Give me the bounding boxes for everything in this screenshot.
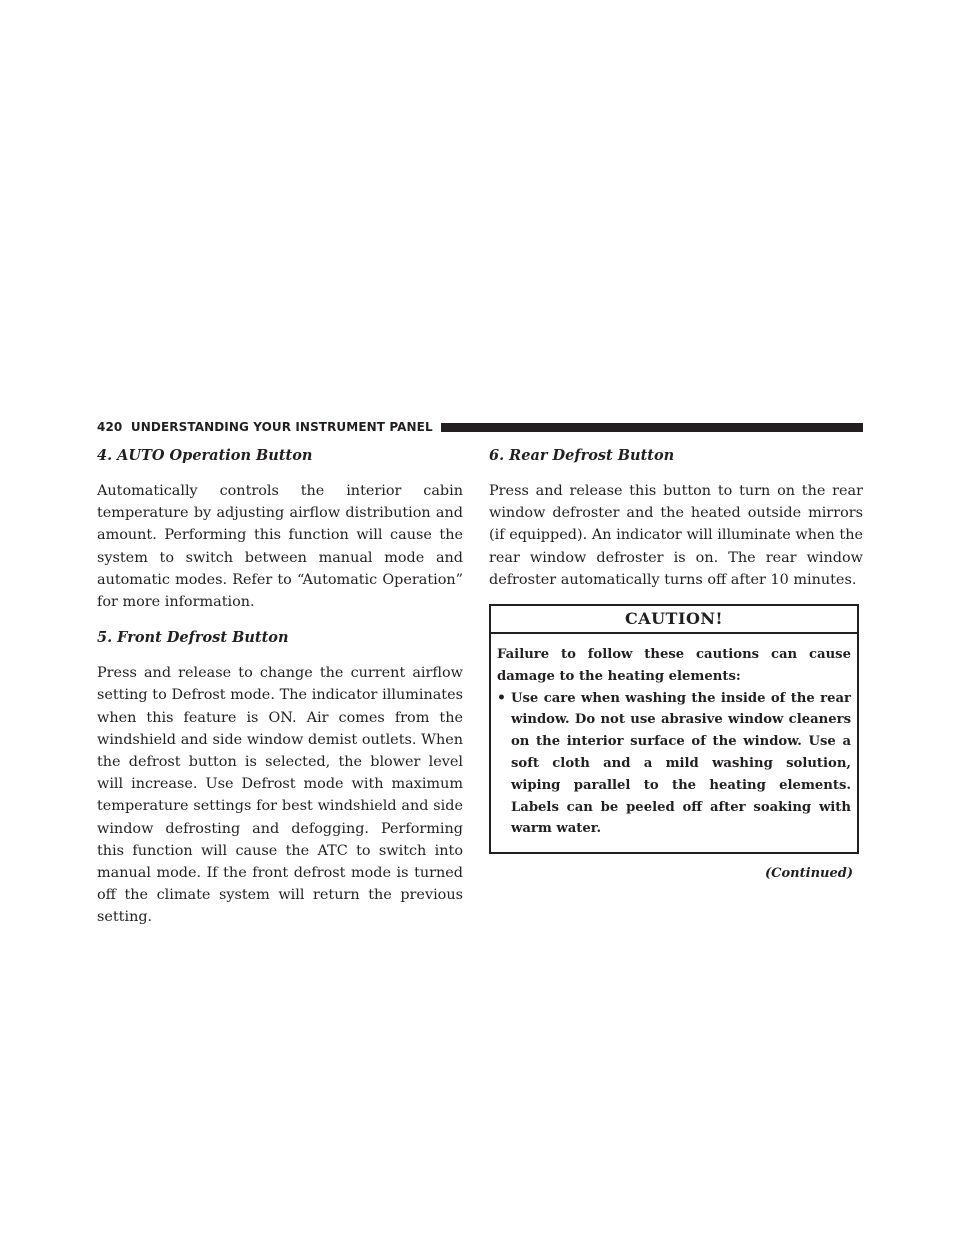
page-header bbox=[97, 419, 863, 435]
caution-list-item bbox=[497, 688, 851, 841]
bullet-icon: • bbox=[497, 689, 506, 706]
auto-button-heading: 4. AUTO Operation Button bbox=[97, 447, 313, 464]
front-defrost-heading: 5. Front Defrost Button bbox=[97, 629, 289, 647]
page-header-text bbox=[97, 420, 441, 434]
rear-defrost-description: Press and release this button to turn on the rear window defroster and the heated outside mirrors (if equipped). An indicator will illuminate when the rear window defroster is on. The rear window defroster automatically turns off after 10 minutes. bbox=[489, 483, 863, 588]
front-defrost-description: Press and release to change the current airflow setting to Defrost mode. The indicator illuminates when this feature is ON. Air comes from the windshield and side window demist outlets. When the defrost button is selected, the blower level will increase. Use Defrost mode with maximum temperature settings for best windshield and side window defrosting and defogging. Performing this function will cause the ATC to switch into manual mode. If the front defrost mode is turned off the climate system will return the previous setting. bbox=[97, 665, 463, 926]
section-title: UNDERSTANDING YOUR INSTRUMENT PANEL bbox=[130, 420, 433, 434]
caution-item-text: Use care when washing the inside of the rear window. Do not use abrasive window cleaners on the interior surface of the window. Use a soft cloth and a mild washing solution, wiping parallel to the heating elements. Labels can be peeled off after soaking with warm water. bbox=[511, 690, 851, 837]
rear-defrost-heading: 6. Rear Defrost Button bbox=[489, 447, 675, 464]
right-column bbox=[489, 444, 863, 881]
caution-body bbox=[491, 634, 857, 852]
left-column bbox=[97, 444, 463, 942]
caution-box bbox=[489, 604, 859, 854]
caution-intro: Failure to follow these cautions can cause damage to the heating elements: bbox=[497, 647, 851, 684]
caution-heading: CAUTION! bbox=[491, 606, 857, 634]
header-rule bbox=[441, 423, 863, 432]
continued-label: (Continued) bbox=[765, 866, 853, 882]
auto-button-description: Automatically controls the interior cabin temperature by adjusting airflow distribution and amount. Performing this function will cause the system to switch between manual mode and automatic modes. Refer to “Automatic Operation” for more information. bbox=[97, 483, 463, 611]
page-number: 420 bbox=[97, 420, 123, 434]
